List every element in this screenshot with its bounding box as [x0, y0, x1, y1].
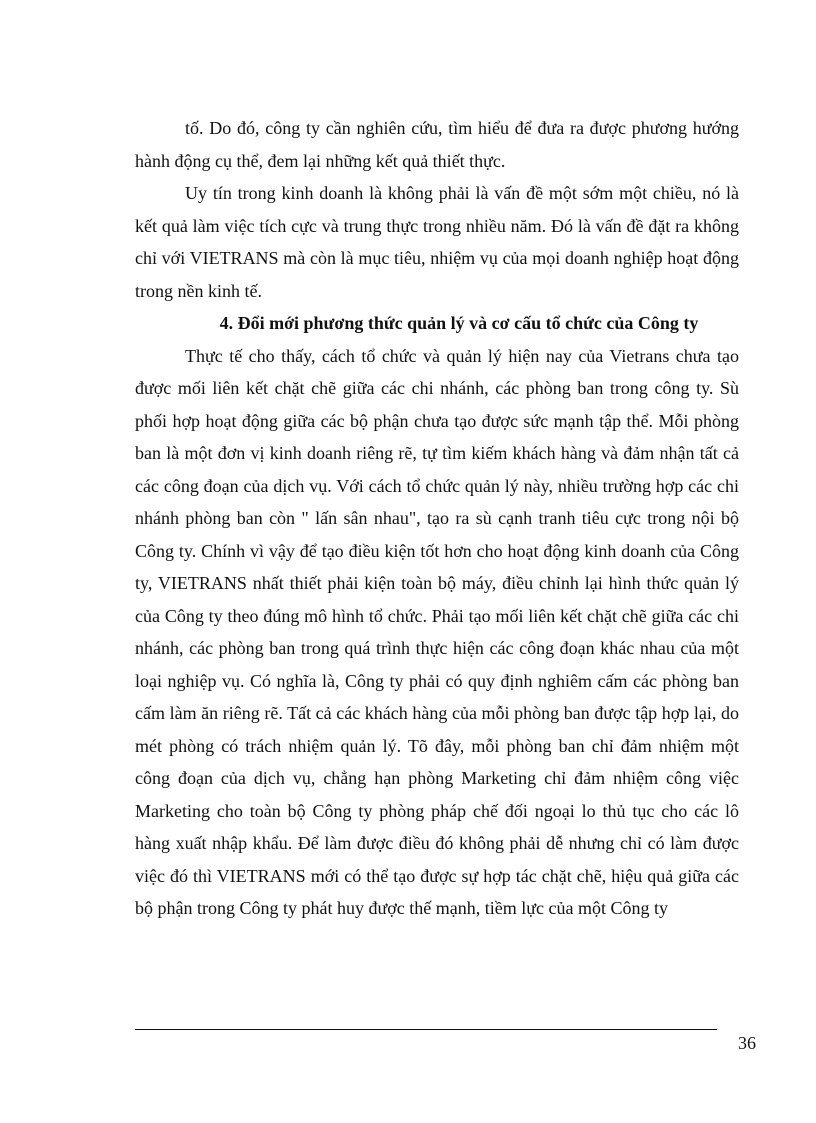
section-heading: 4. Đổi mới phương thức quản lý và cơ cấu tổ chức của Công ty — [219, 313, 699, 333]
footer-divider — [135, 1029, 717, 1030]
paragraph-management-reform: Thực tế cho thấy, cách tổ chức và quản lý hiện nay của Vietrans chưa tạo được mối liên kết chặt chẽ giữa các chi nhánh, các phòng ban trong công ty. Sù phối hợp hoạt động giữa các bộ phận chưa tạo được sức mạnh tập thể. Mỗi phòng ban là một đơn vị kinh doanh riêng rẽ, tự tìm kiếm khách hàng và đảm nhận tất cả các công đoạn của dịch vụ. Với cách tổ chức quản lý này, nhiều trường hợp các chi nhánh phòng ban còn " lấn sân nhau", tạo ra sù cạnh tranh tiêu cực trong nội bộ Công ty. Chính vì vậy để tạo điều kiện tốt hơn cho hoạt động kinh doanh của Công ty, VIETRANS nhất thiết phải kiện toàn bộ máy, điều chỉnh lại hình thức quản lý của Công ty theo đúng mô hình tổ chức. Phải tạo mối liên kết chặt chẽ giữa các chi nhánh, các phòng ban trong quá trình thực hiện các công đoạn khác nhau của một loại nghiệp vụ. Có nghĩa là, Công ty phải có quy định nghiêm cấm các phòng ban cấm làm ăn riêng rẽ. Tất cả các khách hàng của mỗi phòng ban được tập hợp lại, do mét phòng có trách nhiệm quản lý. Tõ đây, mỗi phòng ban chỉ đảm nhiệm một công đoạn của dịch vụ, chẳng hạn phòng Marketing chỉ đảm nhiệm công việc Marketing cho toàn bộ Công ty phòng pháp chế đối ngoại lo thủ tục cho các lô hàng xuất nhập khẩu. Để làm được điều đó không phải dễ nhưng chỉ có làm được việc đó thì VIETRANS mới có thể tạo được sự hợp tác chặt chẽ, hiệu quả giữa các bộ phận trong Công ty phát huy được thế mạnh, tiềm lực của một Công ty — [135, 345, 739, 918]
paragraph-continuation: tố. Do đó, công ty cần nghiên cứu, tìm hiểu để đưa ra được phương hướng hành động cụ thể, đem lại những kết quả thiết thực. — [135, 118, 739, 171]
paragraph-reputation: Uy tín trong kinh doanh là không phải là vấn đề một sớm một chiều, nó là kết quả làm việc tích cực và trung thực trong nhiều năm. Đó là vấn đề đặt ra không chỉ với VIETRANS mà còn là mục tiêu, nhiệm vụ của mọi doanh nghiệp hoạt động trong nền kinh tế. — [135, 183, 739, 301]
page-content — [135, 112, 739, 925]
page-number: 36 — [738, 1033, 756, 1053]
